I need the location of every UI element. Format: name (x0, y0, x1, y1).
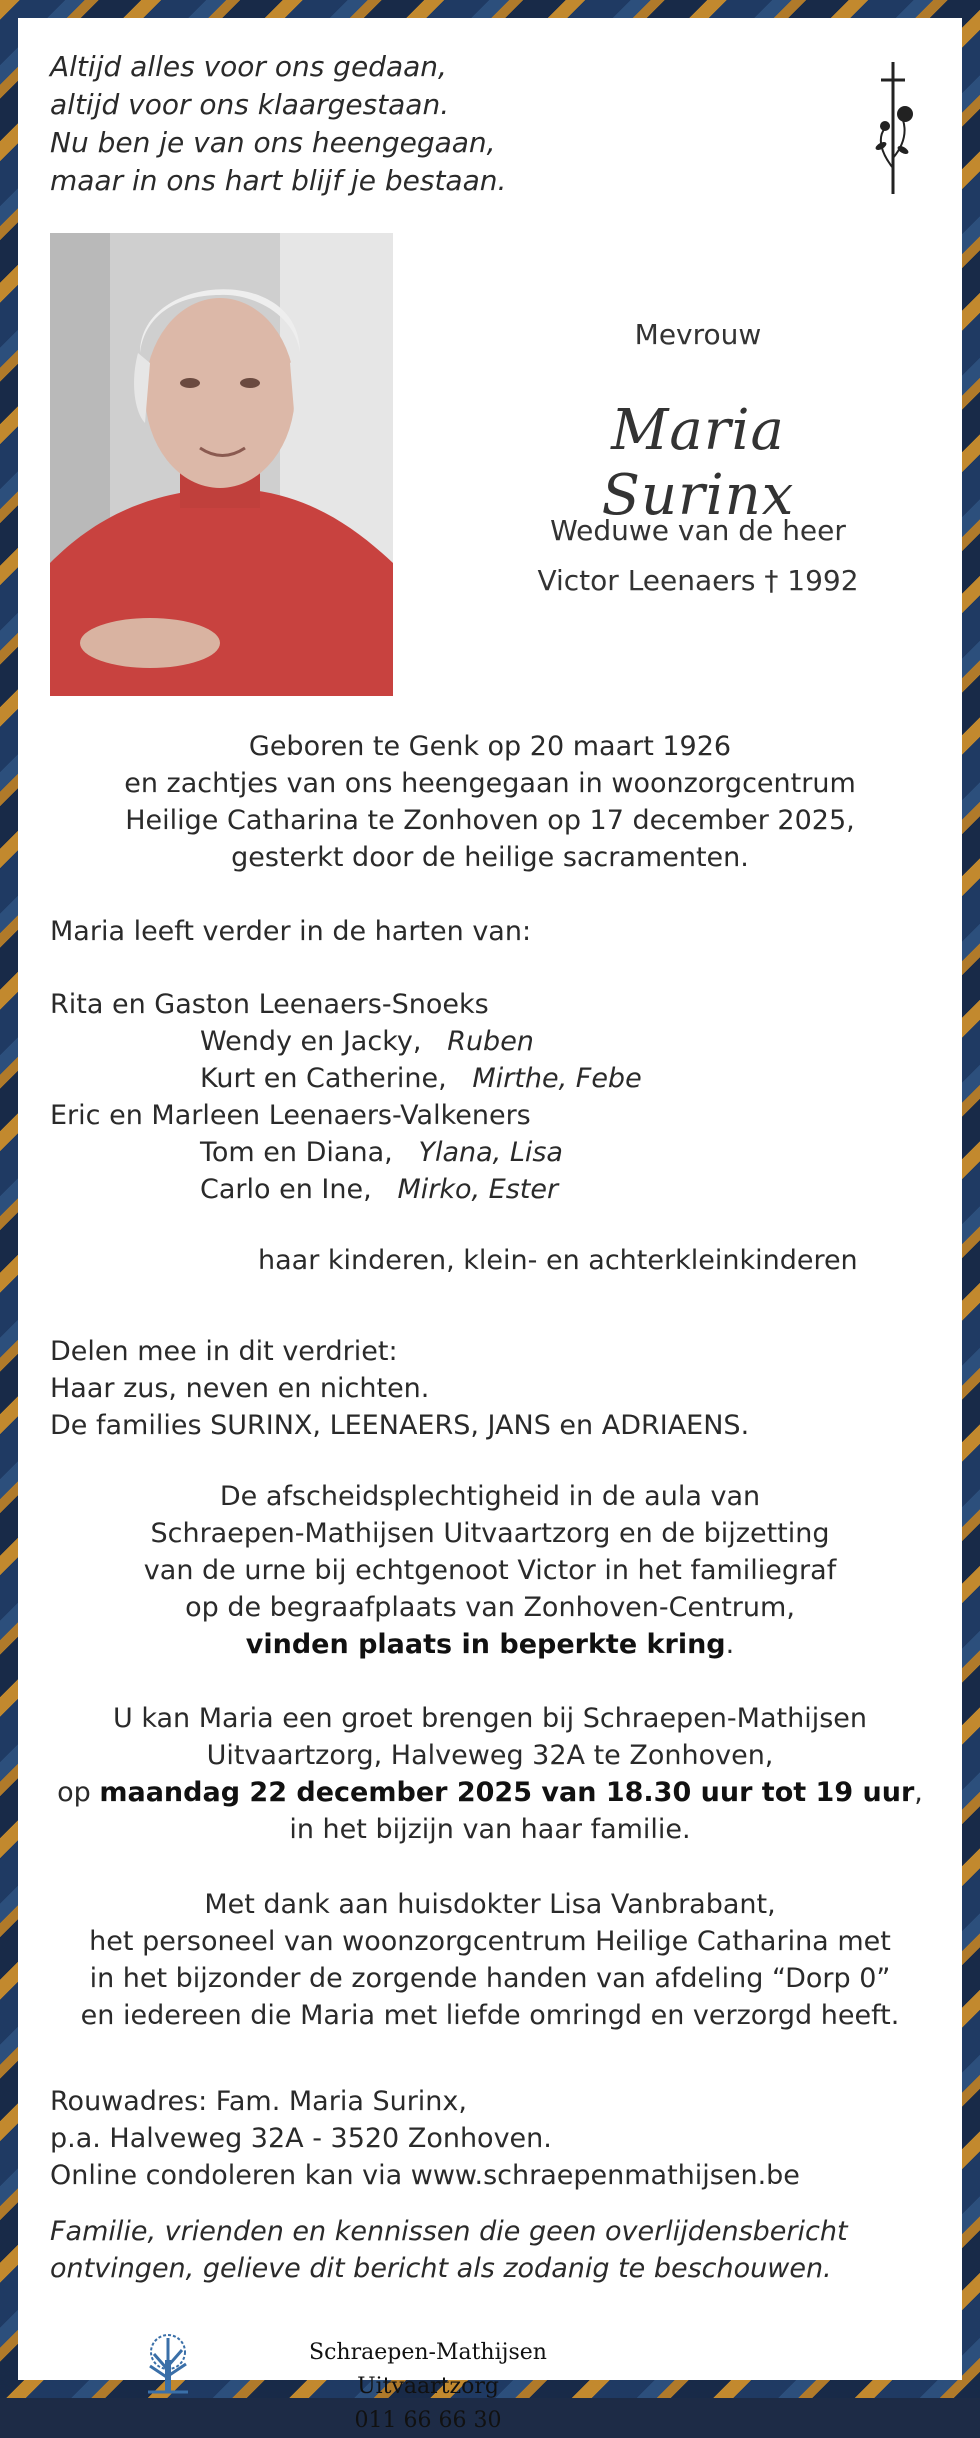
text-line: p.a. Halveweg 32A - 3520 Zonhoven. (50, 2123, 552, 2154)
text-line: Online condoleren kan via www.schraepenmathijsen.be (50, 2160, 800, 2191)
children-line: haar kinderen, klein- en achterkleinkinderen (258, 1245, 858, 1276)
text-line (28, 1774, 952, 1811)
ceremony-block (28, 1478, 952, 1663)
family-couple: Carlo en Ine, (200, 1174, 372, 1205)
text-line (28, 1626, 952, 1663)
poem-line: altijd voor ons klaargestaan. (50, 88, 450, 121)
portrait-photo (50, 233, 393, 696)
text-line: Schraepen-Mathijsen Uitvaartzorg en de bijzetting (150, 1518, 830, 1549)
visit-block (28, 1700, 952, 1848)
text-line: Geboren te Genk op 20 maart 1926 (248, 731, 732, 762)
family-couple: Kurt en Catherine, (200, 1063, 447, 1094)
punctuation: . (725, 1629, 735, 1660)
punctuation: , (914, 1777, 923, 1808)
share-block (50, 1333, 749, 1444)
text-line: Uitvaartzorg, Halveweg 32A te Zonhoven, (206, 1740, 774, 1771)
widow-line: Weduwe van de heer (550, 514, 846, 547)
text-line: Familie, vrienden en kennissen die geen overlijdensbericht (50, 2216, 848, 2247)
text-line: Met dank aan huisdokter Lisa Vanbrabant, (204, 1889, 776, 1920)
text-line: De families SURINX, LEENAERS, JANS en ADRIAENS. (50, 1410, 750, 1441)
family-kids: Ylana, Lisa (418, 1137, 563, 1168)
lives-on-heading: Maria leeft verder in de harten van: (50, 916, 532, 947)
thanks-block (28, 1886, 952, 2034)
text-line: Haar zus, neven en nichten. (50, 1373, 430, 1404)
company-phone: 011 66 66 30 (354, 2408, 502, 2433)
poem-line: Altijd alles voor ons gedaan, (50, 50, 447, 83)
family-kids: Mirko, Ester (397, 1174, 559, 1205)
emphasis: maandag 22 december 2025 van 18.30 uur tot 19 uur (99, 1777, 915, 1808)
birth-death-block (28, 728, 952, 876)
text-span: op (57, 1777, 100, 1808)
text-line: het personeel van woonzorgcentrum Heilige Catharina met (89, 1926, 891, 1957)
widow-line: Victor Leenaers † 1992 (537, 564, 859, 597)
salutation: Mevrouw (634, 318, 762, 351)
family-couple: Wendy en Jacky, (200, 1026, 422, 1057)
text-line: in het bijzonder de zorgende handen van afdeling “Dorp 0” (89, 1963, 891, 1994)
family-couple: Tom en Diana, (200, 1137, 393, 1168)
emphasis: vinden plaats in beperkte kring (245, 1629, 726, 1660)
text-line: ontvingen, gelieve dit bericht als zodanig te beschouwen. (50, 2253, 832, 2284)
family-list (50, 986, 642, 1208)
widow-of (518, 506, 878, 606)
text-line: Delen mee in dit verdriet: (50, 1336, 398, 1367)
tree-logo-icon (138, 2330, 198, 2396)
poem (50, 48, 506, 200)
deceased-name: Maria Surinx (601, 398, 795, 528)
text-line: en zachtjes van ons heengegaan in woonzorgcentrum (124, 768, 856, 799)
family-kids: Mirthe, Febe (472, 1063, 642, 1094)
family-line (50, 1023, 642, 1060)
family-line (50, 1171, 642, 1208)
poem-line: Nu ben je van ons heengegaan, (50, 126, 496, 159)
text-line: van de urne bij echtgenoot Victor in het familiegraf (143, 1555, 837, 1586)
text-line: U kan Maria een groet brengen bij Schraepen-Mathijsen (112, 1703, 867, 1734)
family-line: Eric en Marleen Leenaers-Valkeners (50, 1100, 531, 1131)
family-line (50, 1060, 642, 1097)
family-line: Rita en Gaston Leenaers-Snoeks (50, 989, 489, 1020)
notice-block (50, 2213, 848, 2287)
text-line: De afscheidsplechtigheid in de aula van (219, 1481, 761, 1512)
text-line: in het bijzijn van haar familie. (289, 1814, 691, 1845)
funeral-home (248, 2336, 608, 2438)
text-line: Heilige Catharina te Zonhoven op 17 december 2025, (125, 805, 855, 836)
text-line: Rouwadres: Fam. Maria Surinx, (50, 2086, 467, 2117)
text-line: op de begraafplaats van Zonhoven-Centrum, (185, 1592, 795, 1623)
cross-with-rose-icon (863, 58, 923, 198)
family-kids: Ruben (447, 1026, 534, 1057)
poem-line: maar in ons hart blijf je bestaan. (50, 164, 507, 197)
text-line: gesterkt door de heilige sacramenten. (231, 842, 749, 873)
company-name: Schraepen-Mathijsen Uitvaartzorg (309, 2340, 547, 2399)
family-line (50, 1134, 642, 1171)
address-block (50, 2083, 800, 2194)
text-line: en iedereen die Maria met liefde omringd en verzorgd heeft. (80, 2000, 900, 2031)
obituary-card (18, 18, 962, 2433)
